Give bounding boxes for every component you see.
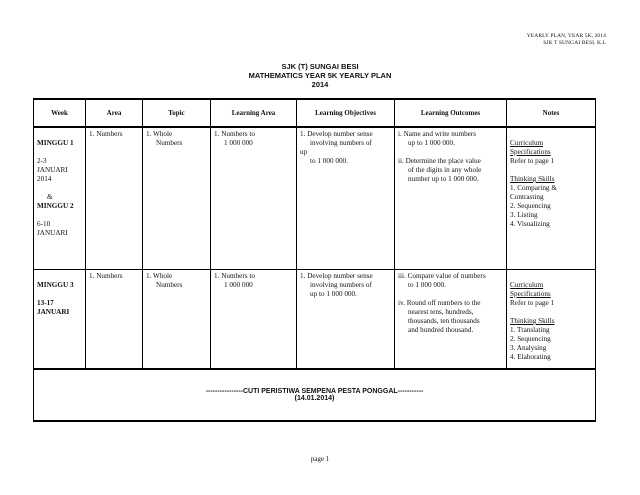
table-row xyxy=(34,270,596,370)
learning-area-text: 1. Numbers to xyxy=(214,272,255,280)
learning-area-text: 1. Numbers to xyxy=(214,130,255,138)
holiday-date: (14.01.2014) xyxy=(294,395,335,402)
notes-text: 3. Analysing xyxy=(510,344,547,352)
notes-heading: Specifications xyxy=(510,290,551,298)
week-month: JANUARI xyxy=(37,166,68,174)
notes-text: Contrasting xyxy=(510,193,544,201)
plan-year: 2014 xyxy=(311,80,329,89)
week-month: JANUARI xyxy=(37,308,70,316)
holiday-row xyxy=(34,369,596,421)
objective-text: up xyxy=(300,148,308,156)
outcome-text: up to 1 000 000. xyxy=(408,139,455,147)
header-line-1: YEARLY PLAN, YEAR 5K, 2014 xyxy=(526,33,606,39)
objective-text: involving numbers of xyxy=(310,139,372,147)
objective-text: 1. Develop number sense xyxy=(300,272,373,280)
topic-text: 1. Whole xyxy=(146,272,173,280)
notes-cell xyxy=(507,270,596,370)
holiday-title: ----------------CUTI PERISTIWA SEMPENA PESTA PONGGAL----------- xyxy=(205,388,424,395)
week-cell xyxy=(34,127,86,270)
table-row xyxy=(34,127,596,270)
col-week: Week xyxy=(34,99,86,127)
notes-text: 1. Comparing & xyxy=(510,184,557,192)
week-year: 2014 xyxy=(37,175,52,183)
notes-text: 4. Visualizing xyxy=(510,220,550,228)
outcome-text: thousands, ten thousands xyxy=(408,317,480,325)
outcome-text: and hundred thousand. xyxy=(408,326,474,334)
col-area: Area xyxy=(86,99,143,127)
topic-text: Numbers xyxy=(156,139,183,147)
learning-area-cell xyxy=(211,270,297,370)
outcomes-cell xyxy=(395,270,507,370)
col-learning-outcomes: Learning Outcomes xyxy=(395,99,507,127)
topic-cell xyxy=(143,270,211,370)
notes-text: Refer to page 1 xyxy=(510,157,555,165)
notes-text: 3. Listing xyxy=(510,211,538,219)
notes-cell xyxy=(507,127,596,270)
week-and: & xyxy=(47,193,53,201)
plan-title: MATHEMATICS YEAR 5K YEARLY PLAN xyxy=(248,71,392,80)
notes-heading: Thinking Skills xyxy=(510,317,555,325)
notes-text: 2. Sequencing xyxy=(510,335,551,343)
objective-text: up to 1 000 000. xyxy=(310,290,357,298)
week-cell xyxy=(34,270,86,370)
learning-area-cell xyxy=(211,127,297,270)
col-learning-area: Learning Area xyxy=(211,99,297,127)
objective-text: 1. Develop number sense xyxy=(300,130,373,138)
holiday-cell xyxy=(34,369,596,421)
week-label: MINGGU 2 xyxy=(37,202,74,210)
week-dates: 13-17 xyxy=(37,299,54,307)
col-notes: Notes xyxy=(507,99,596,127)
notes-heading: Specifications xyxy=(510,148,551,156)
notes-heading: Thinking Skills xyxy=(510,175,555,183)
header-line-2: SJK T SUNGAI BESI, K.L xyxy=(543,40,606,46)
notes-text: 4. Elaborating xyxy=(510,353,551,361)
objective-text: involving numbers of xyxy=(310,281,372,289)
outcome-text: iii. Compare value of numbers xyxy=(398,272,486,280)
notes-text: Refer to page 1 xyxy=(510,299,555,307)
yearly-plan-table xyxy=(33,98,596,422)
week-dates: 6-10 xyxy=(37,220,51,228)
week-month: JANUARI xyxy=(37,229,68,237)
topic-text: 1. Whole xyxy=(146,130,173,138)
learning-area-text: 1 000 000 xyxy=(224,281,253,289)
outcome-text: iv. Round off numbers to the xyxy=(398,299,481,307)
running-header xyxy=(527,33,606,47)
notes-text: 2. Sequencing xyxy=(510,202,551,210)
outcome-text: to 1 000 000. xyxy=(408,281,446,289)
table-header-row xyxy=(34,99,596,127)
school-name: SJK (T) SUNGAI BESI xyxy=(281,62,359,71)
notes-heading: Curriculum xyxy=(510,281,544,289)
outcome-text: nearest tens, hundreds, xyxy=(408,308,474,316)
page-number: page 1 xyxy=(310,455,330,463)
week-label: MINGGU 1 xyxy=(37,139,74,147)
area-text: 1. Numbers xyxy=(89,130,123,138)
outcomes-cell xyxy=(395,127,507,270)
learning-area-text: 1 000 000 xyxy=(224,139,253,147)
topic-cell xyxy=(143,127,211,270)
week-label: MINGGU 3 xyxy=(37,281,74,289)
notes-heading: Curriculum xyxy=(510,139,544,147)
col-learning-objectives: Learning Objectives xyxy=(297,99,395,127)
objectives-cell xyxy=(297,270,395,370)
area-cell xyxy=(86,270,143,370)
col-topic: Topic xyxy=(143,99,211,127)
area-text: 1. Numbers xyxy=(89,272,123,280)
outcome-text: number up to 1 000 000. xyxy=(408,175,479,183)
outcome-text: of the digits in any whole xyxy=(408,166,482,174)
objectives-cell xyxy=(297,127,395,270)
notes-text: 1. Translating xyxy=(510,326,550,334)
objective-text: to 1 000 000. xyxy=(310,157,348,165)
outcome-text: i. Name and write numbers xyxy=(398,130,477,138)
document-title xyxy=(0,62,640,89)
week-dates: 2-3 xyxy=(37,157,47,165)
area-cell xyxy=(86,127,143,270)
topic-text: Numbers xyxy=(156,281,183,289)
outcome-text: ii. Determine the place value xyxy=(398,157,481,165)
